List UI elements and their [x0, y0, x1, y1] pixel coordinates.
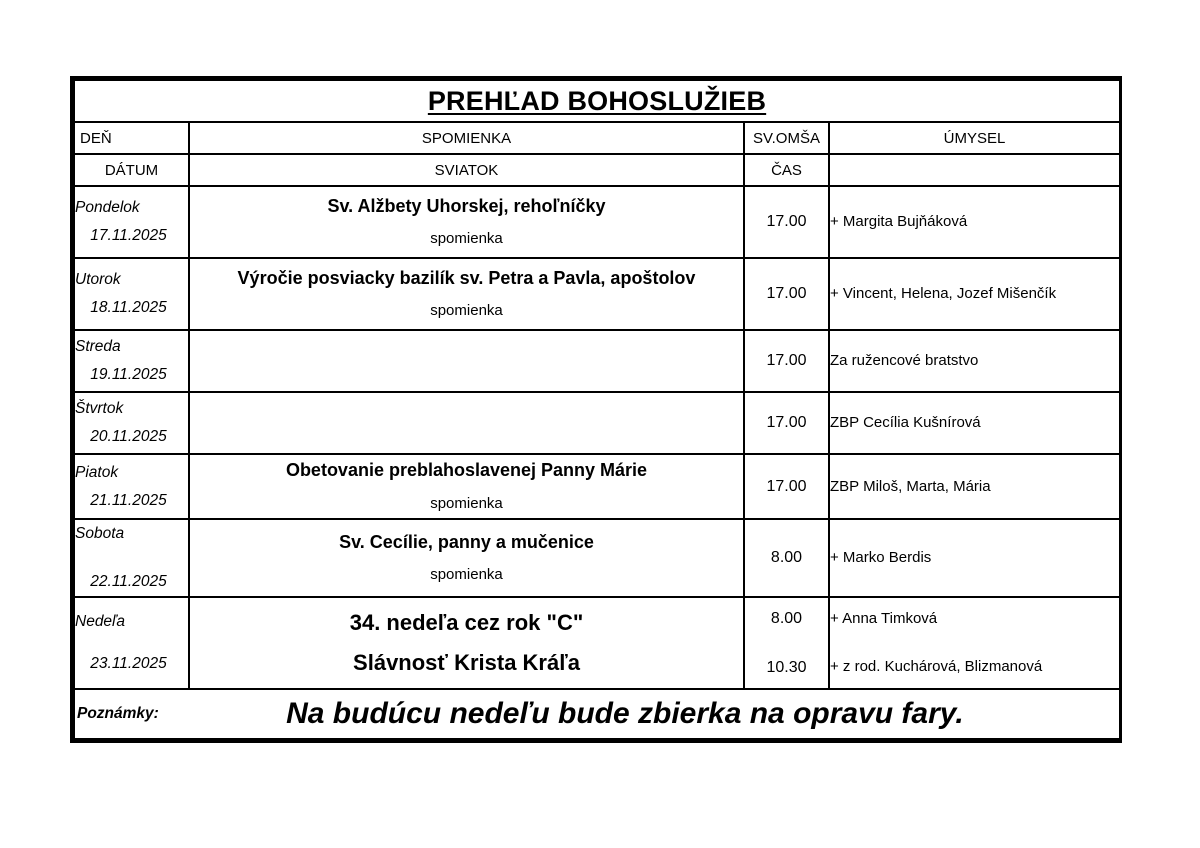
feast-rank: spomienka [430, 494, 503, 512]
intention-cell [829, 454, 1120, 519]
day-date: 23.11.2025 [90, 655, 167, 672]
table-row [74, 330, 1120, 392]
intention-text: ZBP Miloš, Marta, Mária [830, 477, 991, 495]
mass-time-cell [744, 597, 829, 689]
feast-name: 34. nedeľa cez rok "C" [349, 609, 584, 635]
header-mass: SV.OMŠA [744, 122, 829, 154]
feast-rank: spomienka [430, 302, 503, 320]
day-name: Sobota [75, 525, 125, 543]
mass-time-cell [744, 454, 829, 519]
feast-cell [189, 186, 744, 258]
notes-row [74, 689, 1120, 739]
day-date: 17.11.2025 [90, 227, 167, 244]
intention-text: + Margita Bujňáková [830, 213, 968, 230]
day-date: 21.11.2025 [90, 491, 167, 509]
header-time: ČAS [744, 154, 829, 186]
feast-name: Výročie posviacky bazilík sv. Petra a Pavla, apoštolov [237, 267, 696, 288]
feast-rank: spomienka [430, 230, 503, 248]
table-row [74, 454, 1120, 519]
day-date-cell [74, 330, 189, 392]
feast-cell [189, 519, 744, 597]
header-date: DÁTUM [74, 154, 189, 186]
intention-cell [829, 597, 1120, 689]
day-date-cell [74, 392, 189, 454]
feast-name: Obetovanie preblahoslavenej Panny Márie [285, 460, 648, 481]
intention-text-secondary: + z rod. Kuchárová, Blizmanová [830, 658, 1043, 675]
mass-time: 8.00 [770, 549, 803, 567]
day-date-cell [74, 258, 189, 330]
day-date-cell [74, 454, 189, 519]
title-row [74, 80, 1120, 122]
feast-cell [189, 258, 744, 330]
intention-cell [829, 330, 1120, 392]
day-name: Streda [75, 338, 121, 356]
intention-text: + Marko Berdis [830, 549, 932, 566]
intention-cell [829, 519, 1120, 597]
intention-cell [829, 392, 1120, 454]
mass-time-cell [744, 519, 829, 597]
day-date-cell [74, 186, 189, 258]
feast-name-secondary: Slávnosť Krista Kráľa [353, 650, 580, 675]
mass-time: 17.00 [766, 352, 807, 370]
intention-cell [829, 186, 1120, 258]
feast-name: Sv. Alžbety Uhorskej, rehoľníčky [327, 195, 606, 216]
header-memoria: SPOMIENKA [189, 122, 744, 154]
mass-time-cell [744, 392, 829, 454]
notes-inner [75, 690, 1119, 738]
mass-time-cell [744, 330, 829, 392]
schedule-sheet [70, 76, 1122, 743]
mass-time: 17.00 [766, 285, 807, 303]
day-date: 18.11.2025 [90, 299, 167, 316]
day-date: 22.11.2025 [90, 573, 167, 590]
mass-time: 8.00 [770, 609, 803, 627]
intention-text: + Anna Timková [830, 610, 938, 627]
day-name: Utorok [75, 271, 121, 289]
mass-time-cell [744, 258, 829, 330]
intention-text: ZBP Cecília Kušnírová [830, 414, 981, 431]
mass-schedule-table [73, 79, 1121, 740]
header-feast: SVIATOK [189, 154, 744, 186]
header-day: DEŇ [74, 122, 189, 154]
intention-text: Za ružencové bratstvo [830, 352, 979, 369]
feast-cell [189, 330, 744, 392]
day-name: Štvrtok [75, 400, 124, 418]
mass-time: 17.00 [766, 414, 807, 432]
day-date: 19.11.2025 [90, 366, 167, 383]
intention-cell [829, 258, 1120, 330]
document-title-cell [74, 80, 1120, 122]
table-row [74, 597, 1120, 689]
intention-text: + Vincent, Helena, Jozef Mišenčík [830, 285, 1057, 302]
notes-label: Poznámky: [77, 705, 159, 722]
header-row-secondary [74, 154, 1120, 186]
mass-time-cell [744, 186, 829, 258]
day-date: 20.11.2025 [90, 428, 167, 445]
feast-name: Sv. Cecílie, panny a mučenice [339, 531, 594, 552]
notes-text: Na budúcu nedeľu bude zbierka na opravu fary. [286, 697, 964, 730]
mass-time: 17.00 [766, 477, 807, 495]
day-date-cell [74, 597, 189, 689]
feast-rank: spomienka [430, 566, 503, 584]
header-intention: ÚMYSEL [829, 122, 1120, 154]
mass-time: 17.00 [766, 213, 807, 231]
day-name: Pondelok [75, 199, 140, 217]
header-row-primary [74, 122, 1120, 154]
day-name: Piatok [75, 463, 119, 481]
table-row [74, 258, 1120, 330]
header-intention-blank [829, 154, 1120, 186]
day-name: Nedeľa [75, 613, 126, 631]
table-row [74, 392, 1120, 454]
table-row [74, 186, 1120, 258]
page-title: PREHĽAD BOHOSLUŽIEB [427, 85, 767, 116]
feast-cell [189, 392, 744, 454]
table-row [74, 519, 1120, 597]
feast-cell [189, 597, 744, 689]
feast-cell [189, 454, 744, 519]
day-date-cell [74, 519, 189, 597]
mass-time-secondary: 10.30 [766, 659, 807, 676]
notes-cell [74, 689, 1120, 739]
